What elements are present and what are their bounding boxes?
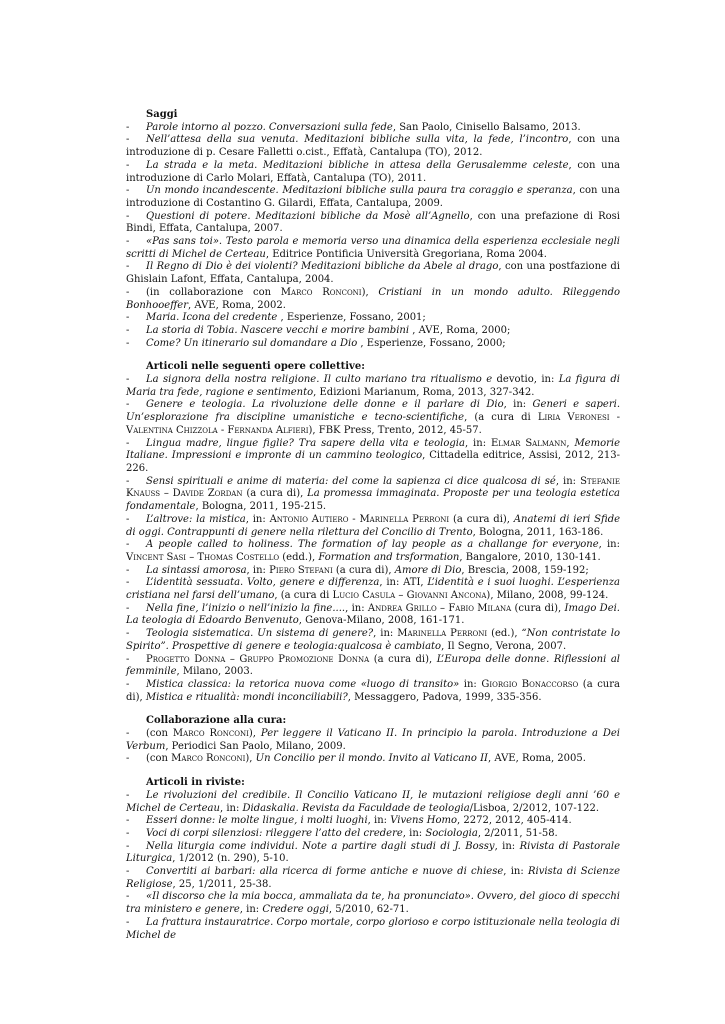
- title-italic: Questioni di potere. Meditazioni bibliche da Mosè all’Agnello: [146, 210, 470, 222]
- section-heading: Articoli nelle seguenti opere collettive:: [146, 361, 365, 373]
- entry-text: , Editrice Pontificia Università Gregoriana, Roma 2004.: [265, 248, 547, 260]
- bibliography-entry: [126, 565, 620, 578]
- title-italic: L’Europa delle donne. Riflessioni al femminile: [126, 653, 621, 678]
- bibliography-entry: [126, 539, 620, 564]
- list-dash: -: [126, 789, 130, 801]
- list-dash: -: [126, 628, 130, 640]
- bibliography-entry: [126, 654, 620, 679]
- title-italic: Imago Dei. La teologia di Edoardo Benvenuto: [126, 602, 620, 627]
- entry-text: , Esperienze, Fossano, 2000;: [357, 337, 506, 349]
- author-name: Lucio Casula – Giovanni Ancona: [332, 590, 487, 602]
- bibliography-entry: [126, 514, 620, 539]
- title-italic: «Il discorso che la mia bocca, ammaliata da te, ha pronunciato». Ovvero, del gioco di specchi tra ministero e genere: [126, 891, 620, 916]
- entry-text: , Genova-Milano, 2008, 161-171.: [298, 615, 465, 627]
- title-italic: Le rivoluzioni del credibile. Il Concilio Vaticano II, le mutazioni religiose degli anni ’60 e Michel de Certeau: [126, 789, 620, 814]
- bibliography-entry: [126, 628, 620, 653]
- list-dash: -: [126, 840, 130, 852]
- author-name: Marco Ronconi: [171, 753, 246, 765]
- entry-text: , Periodici San Paolo, Milano, 2009.: [165, 740, 346, 752]
- list-dash: -: [126, 753, 130, 765]
- title-italic: «Pas sans toi». Testo parola e memoria verso una dinamica della esperienza ecclesiale negli scritti di Michel de Certeau: [126, 236, 620, 260]
- list-dash: -: [126, 866, 130, 878]
- entry-text: (a cura di),: [126, 678, 620, 703]
- title-italic: La promessa immaginata. Proposte per una teologia estetica fondamentale: [126, 488, 621, 513]
- title-italic: Amore di Dio: [394, 564, 462, 576]
- entry-text: , in: ATI,: [379, 577, 428, 589]
- entry-text: (a cura di),: [332, 564, 395, 576]
- bibliography-entry: [126, 236, 620, 261]
- entry-text: , con una introduzione di Costantino G. Gilardi, Effata, Cantalupa, 2009.: [126, 185, 620, 209]
- entry-text: , in:: [464, 437, 491, 449]
- entry-text: , 25, 1/2011, 25-38.: [172, 878, 272, 890]
- title-italic: Generi e saperi. Un’esplorazione fra discipline umanistiche e tecno-scientifiche: [126, 399, 620, 424]
- entry-text: , in:: [503, 866, 528, 878]
- entry-text: , in:: [219, 802, 243, 814]
- title-italic: Nella liturgia come individui. Note a partire dagli studi di J. Bossy: [146, 840, 495, 852]
- author-name: Progetto Donna – Gruppo Promozione Donna: [146, 653, 370, 665]
- bibliography-entry: [126, 828, 620, 841]
- bibliography-entry: [126, 753, 620, 766]
- entry-text: (a cura di),: [242, 488, 308, 500]
- entry-text: , AVE, Roma, 2002.: [188, 299, 286, 311]
- entry-text: ,: [566, 437, 575, 449]
- entry-text: ), Milano, 2008, 99-124.: [486, 590, 609, 602]
- entry-text: , Bangalore, 2010, 130-141.: [459, 551, 601, 563]
- bibliography-entry: [126, 917, 620, 942]
- title-italic: Maria. Icona del credente: [146, 312, 278, 324]
- list-dash: -: [126, 337, 130, 349]
- list-dash: -: [126, 374, 130, 386]
- title-italic: Convertiti ai barbari: alla ricerca di forme antiche e nuove di chiese: [146, 866, 504, 878]
- title-italic: L’identità sessuata. Volto, genere e differenza: [146, 577, 380, 589]
- title-italic: Lingua madre, lingue figlie? Tra sapere della vita e teologia: [146, 437, 465, 449]
- entry-text: , in:: [373, 628, 398, 640]
- title-italic: Per leggere il Vaticano II. In principio la parola. Introduzione a Dei Verbum: [126, 728, 621, 752]
- title-italic: Come? Un itinerario sul domandare a Dio: [146, 337, 358, 349]
- entry-text: , in:: [494, 840, 520, 852]
- title-italic: L’altrove: la mistica: [146, 513, 246, 525]
- bibliography-entry: [126, 841, 620, 866]
- title-italic: Vivens Homo: [390, 815, 458, 827]
- entry-text: , Bologna, 2011, 163-186.: [472, 526, 604, 538]
- entry-text: (ed.),: [487, 628, 522, 640]
- title-italic: La storia di Tobia. Nascere vecchi e morire bambini: [146, 324, 410, 336]
- bibliography-entry: [126, 325, 620, 338]
- bibliography-entry: [126, 374, 620, 399]
- bibliography-entry: [126, 261, 620, 286]
- list-dash: -: [126, 261, 130, 273]
- bibliography-entry: [126, 399, 620, 437]
- entry-text: (a cura di),: [449, 513, 514, 525]
- title-italic: Genere e teologia. La rivoluzione delle donne e il parlare di Dio: [146, 399, 504, 411]
- entry-text: , Edizioni Marianum, Roma, 2013, 327-342.: [313, 386, 535, 398]
- list-dash: -: [126, 437, 130, 449]
- list-dash: -: [126, 815, 130, 827]
- list-dash: -: [126, 236, 130, 248]
- list-dash: -: [126, 827, 130, 839]
- entry-text: , 1/2012 (n. 290), 5-10.: [172, 853, 289, 865]
- list-dash: -: [126, 121, 130, 133]
- author-name: Elmar Salmann: [490, 437, 567, 449]
- author-name: Marinella Perroni: [397, 628, 488, 640]
- list-dash: -: [126, 159, 130, 171]
- title-italic: Sensi spirituali e anime di materia: del come la sapienza ci dice qualcosa di sé: [146, 475, 556, 487]
- list-dash: -: [126, 678, 130, 690]
- list-dash: -: [126, 728, 130, 740]
- entry-text: , (a cura di: [464, 412, 538, 424]
- entry-text: , Milano, 2003.: [176, 666, 253, 678]
- entry-text: , 5/2010, 62-71.: [328, 904, 409, 916]
- bibliography-entry: [126, 211, 620, 236]
- bibliography-entry: [126, 790, 620, 815]
- author-name: Marco Ronconi: [280, 286, 362, 298]
- title-italic: Memorie Italiane. Impressioni e impronte di un cammino teologico: [126, 437, 620, 462]
- author-name: Piero Stefani: [269, 564, 333, 576]
- bibliography-entry: [126, 438, 620, 476]
- entry-text: , in:: [402, 827, 426, 839]
- list-dash: -: [126, 399, 130, 411]
- entry-text: ),: [245, 753, 256, 765]
- bibliography-entry: [126, 160, 620, 185]
- entry-text: (in collaborazione con: [146, 286, 281, 298]
- bibliography-entry: [126, 312, 620, 325]
- title-italic: L’identità e i suoi luoghi. L’esperienza cristiana nel farsi dell’umano: [126, 577, 620, 602]
- entry-text: ., in:: [341, 602, 368, 614]
- list-dash: -: [126, 286, 130, 298]
- entry-text: ), FBK Press, Trento, 2012, 45-57.: [308, 424, 482, 436]
- title-italic: Cristiani in un mondo adulto. Rileggendo Bonhooeffer: [126, 286, 621, 311]
- list-dash: -: [126, 577, 130, 589]
- title-italic: La frattura instauratrice. Corpo mortale, corpo glorioso e corpo istituzionale nella teologia di Michel de: [126, 916, 620, 941]
- bibliography-entry: [126, 603, 620, 628]
- list-dash: -: [126, 513, 130, 525]
- title-italic: Nell’attesa della sua venuta. Meditazioni bibliche sulla vita, la fede, l’incontro: [146, 134, 569, 146]
- bibliography-entry: [126, 287, 620, 312]
- title-italic: La figura di Maria tra fede, ragione e sentimento: [126, 374, 620, 398]
- title-italic: Formation and trsformation: [318, 551, 460, 563]
- bibliography-entry: [126, 185, 620, 210]
- entry-text: , con una introduzione di p. Cesare Falletti o.cist., Effatà, Cantalupa (TO), 2012.: [126, 134, 620, 159]
- list-dash: -: [126, 539, 130, 551]
- entry-text: , Esperienze, Fossano, 2001;: [277, 312, 426, 324]
- entry-text: , in:: [503, 399, 533, 411]
- title-italic: Parole intorno al pozzo. Conversazioni sulla fede: [146, 121, 393, 133]
- author-name: Liria Veronesi - Valentina Chizzola - Fernanda Alfieri: [126, 412, 621, 436]
- document-page: [126, 109, 620, 942]
- title-italic: Esseri donne: le molte lingue, i molti luoghi: [146, 815, 368, 827]
- entry-text: , in:: [246, 564, 270, 576]
- list-dash: -: [126, 602, 130, 614]
- title-italic: La strada e la meta. Meditazioni bibliche in attesa della Gerusalemme celeste: [146, 159, 569, 171]
- title-italic: A people called to holiness. The formation of lay people as a challange for everyone: [146, 539, 599, 551]
- entry-text: , con una introduzione di Carlo Molari, Effatà, Cantalupa (TO), 2011.: [126, 159, 620, 184]
- entry-text: , AVE, Roma, 2000;: [409, 324, 511, 336]
- bibliography-entry: [126, 577, 620, 602]
- entry-text: devotio, in:: [492, 374, 559, 386]
- list-dash: -: [126, 891, 130, 903]
- bibliography-entry: [126, 866, 620, 891]
- entry-text: , in:: [598, 539, 620, 551]
- entry-text: ),: [361, 286, 379, 298]
- entry-text: , in:: [555, 475, 581, 487]
- author-name: Marco Ronconi: [172, 728, 249, 740]
- entry-text: , in:: [245, 513, 270, 525]
- list-dash: -: [126, 185, 130, 197]
- entry-text: (a cura di),: [369, 653, 437, 665]
- author-name: Antonio Autiero - Marinella Perroni: [269, 513, 450, 525]
- entry-text: , Bologna, 2011, 195-215.: [195, 501, 327, 513]
- entry-text: , Il Segno, Verona, 2007.: [441, 640, 567, 652]
- section-heading: Saggi: [146, 109, 178, 120]
- entry-text: (cura di),: [511, 602, 565, 614]
- bibliography-entry: [126, 338, 620, 351]
- title-italic: Mistica classica: la retorica nuova come «luogo di transito»: [146, 678, 460, 690]
- author-name: Vincent Sasi – Thomas Costello: [126, 551, 280, 563]
- section-heading: Articoli in riviste:: [146, 777, 245, 789]
- title-italic: Il Regno di Dio è dei violenti? Meditazioni bibliche da Abele al drago: [146, 261, 499, 273]
- entry-text: (con: [146, 753, 172, 765]
- entry-text: , 2/2011, 51-58.: [477, 827, 558, 839]
- entry-text: , San Paolo, Cinisello Balsamo, 2013.: [392, 121, 581, 133]
- section-heading: Collaborazione alla cura:: [146, 715, 287, 727]
- entry-text: , in:: [367, 815, 391, 827]
- entry-text: ),: [248, 728, 261, 740]
- title-italic: Un mondo incandescente. Meditazioni bibliche sulla paura tra coraggio e speranza: [146, 185, 573, 197]
- bibliography-entry: [126, 134, 620, 159]
- section-gap: [126, 350, 620, 361]
- entry-text: , Brescia, 2008, 159-192;: [461, 564, 589, 576]
- title-italic: Didaskalia. Revista da Faculdade de teologia: [242, 802, 470, 814]
- title-italic: Un Concilio per il mondo. Invito al Vaticano II: [255, 753, 488, 765]
- entry-text: /Lisboa, 2/2012, 107-122.: [469, 802, 600, 814]
- title-italic: Credere oggi: [262, 904, 329, 916]
- list-dash: -: [126, 653, 130, 665]
- bibliography-entry: [126, 728, 620, 753]
- title-italic: Rivista di Pastorale Liturgica: [126, 840, 620, 865]
- list-dash: -: [126, 134, 130, 146]
- entry-text: , Messaggero, Padova, 1999, 335-356.: [347, 691, 542, 703]
- title-italic: Voci di corpi silenziosi: rileggere l’atto del credere: [146, 827, 403, 839]
- entry-text: , 2272, 2012, 405-414.: [457, 815, 572, 827]
- entry-text: (con: [146, 728, 173, 740]
- author-name: Giorgio Bonaccorso: [481, 678, 579, 690]
- section-gap: [126, 704, 620, 715]
- title-italic: “Non contristate lo Spirito”. Prospettive di genere e teologia:qualcosa è cambiato: [126, 628, 621, 652]
- list-dash: -: [126, 324, 130, 336]
- title-italic: Anatemi di ieri Sfide di oggi. Contrappunti di genere nella rilettura del Concilio di Trento: [126, 513, 621, 538]
- bibliography-entry: [126, 122, 620, 135]
- entry-text: (edd.),: [279, 551, 319, 563]
- title-italic: Sociologia: [425, 827, 478, 839]
- title-italic: Teologia sistematica. Un sistema di genere?: [146, 628, 374, 640]
- entry-text: , con una postfazione di Ghislain Lafont, Effata, Cantalupa, 2004.: [126, 261, 621, 286]
- bibliography-entry: [126, 891, 620, 916]
- list-dash: -: [126, 564, 130, 576]
- title-italic: La signora della nostra religione. Il culto mariano tra ritualismo e: [146, 374, 493, 386]
- entry-text: , Cittadella editrice, Assisi, 2012, 213-226.: [126, 450, 620, 474]
- author-name: Andrea Grillo – Fabio Milana: [367, 602, 512, 614]
- bibliography-entry: [126, 815, 620, 828]
- entry-text: , con una prefazione di Rosi Bindi, Effata, Cantalupa, 2007.: [126, 210, 620, 235]
- list-dash: -: [126, 312, 130, 324]
- entry-text: , in:: [239, 904, 263, 916]
- list-dash: -: [126, 916, 130, 928]
- entry-text: in:: [459, 678, 482, 690]
- title-italic: La sintassi amorosa: [146, 564, 247, 576]
- title-italic: Nella fine, l’inizio o nell’inizio la fine...: [146, 602, 342, 614]
- title-italic: Rivista di Scienze Religiose: [126, 866, 620, 890]
- section-gap: [126, 766, 620, 777]
- author-name: Stefanie Knauss – Davide Zordan: [126, 475, 620, 500]
- list-dash: -: [126, 210, 130, 222]
- bibliography-entry: [126, 679, 620, 704]
- bibliography-entry: [126, 476, 620, 514]
- list-dash: -: [126, 475, 130, 487]
- title-italic: Mistica e ritualità: mondi inconciliabili?: [145, 691, 348, 703]
- entry-text: , AVE, Roma, 2005.: [487, 753, 586, 765]
- entry-text: , (a cura di: [274, 590, 333, 602]
